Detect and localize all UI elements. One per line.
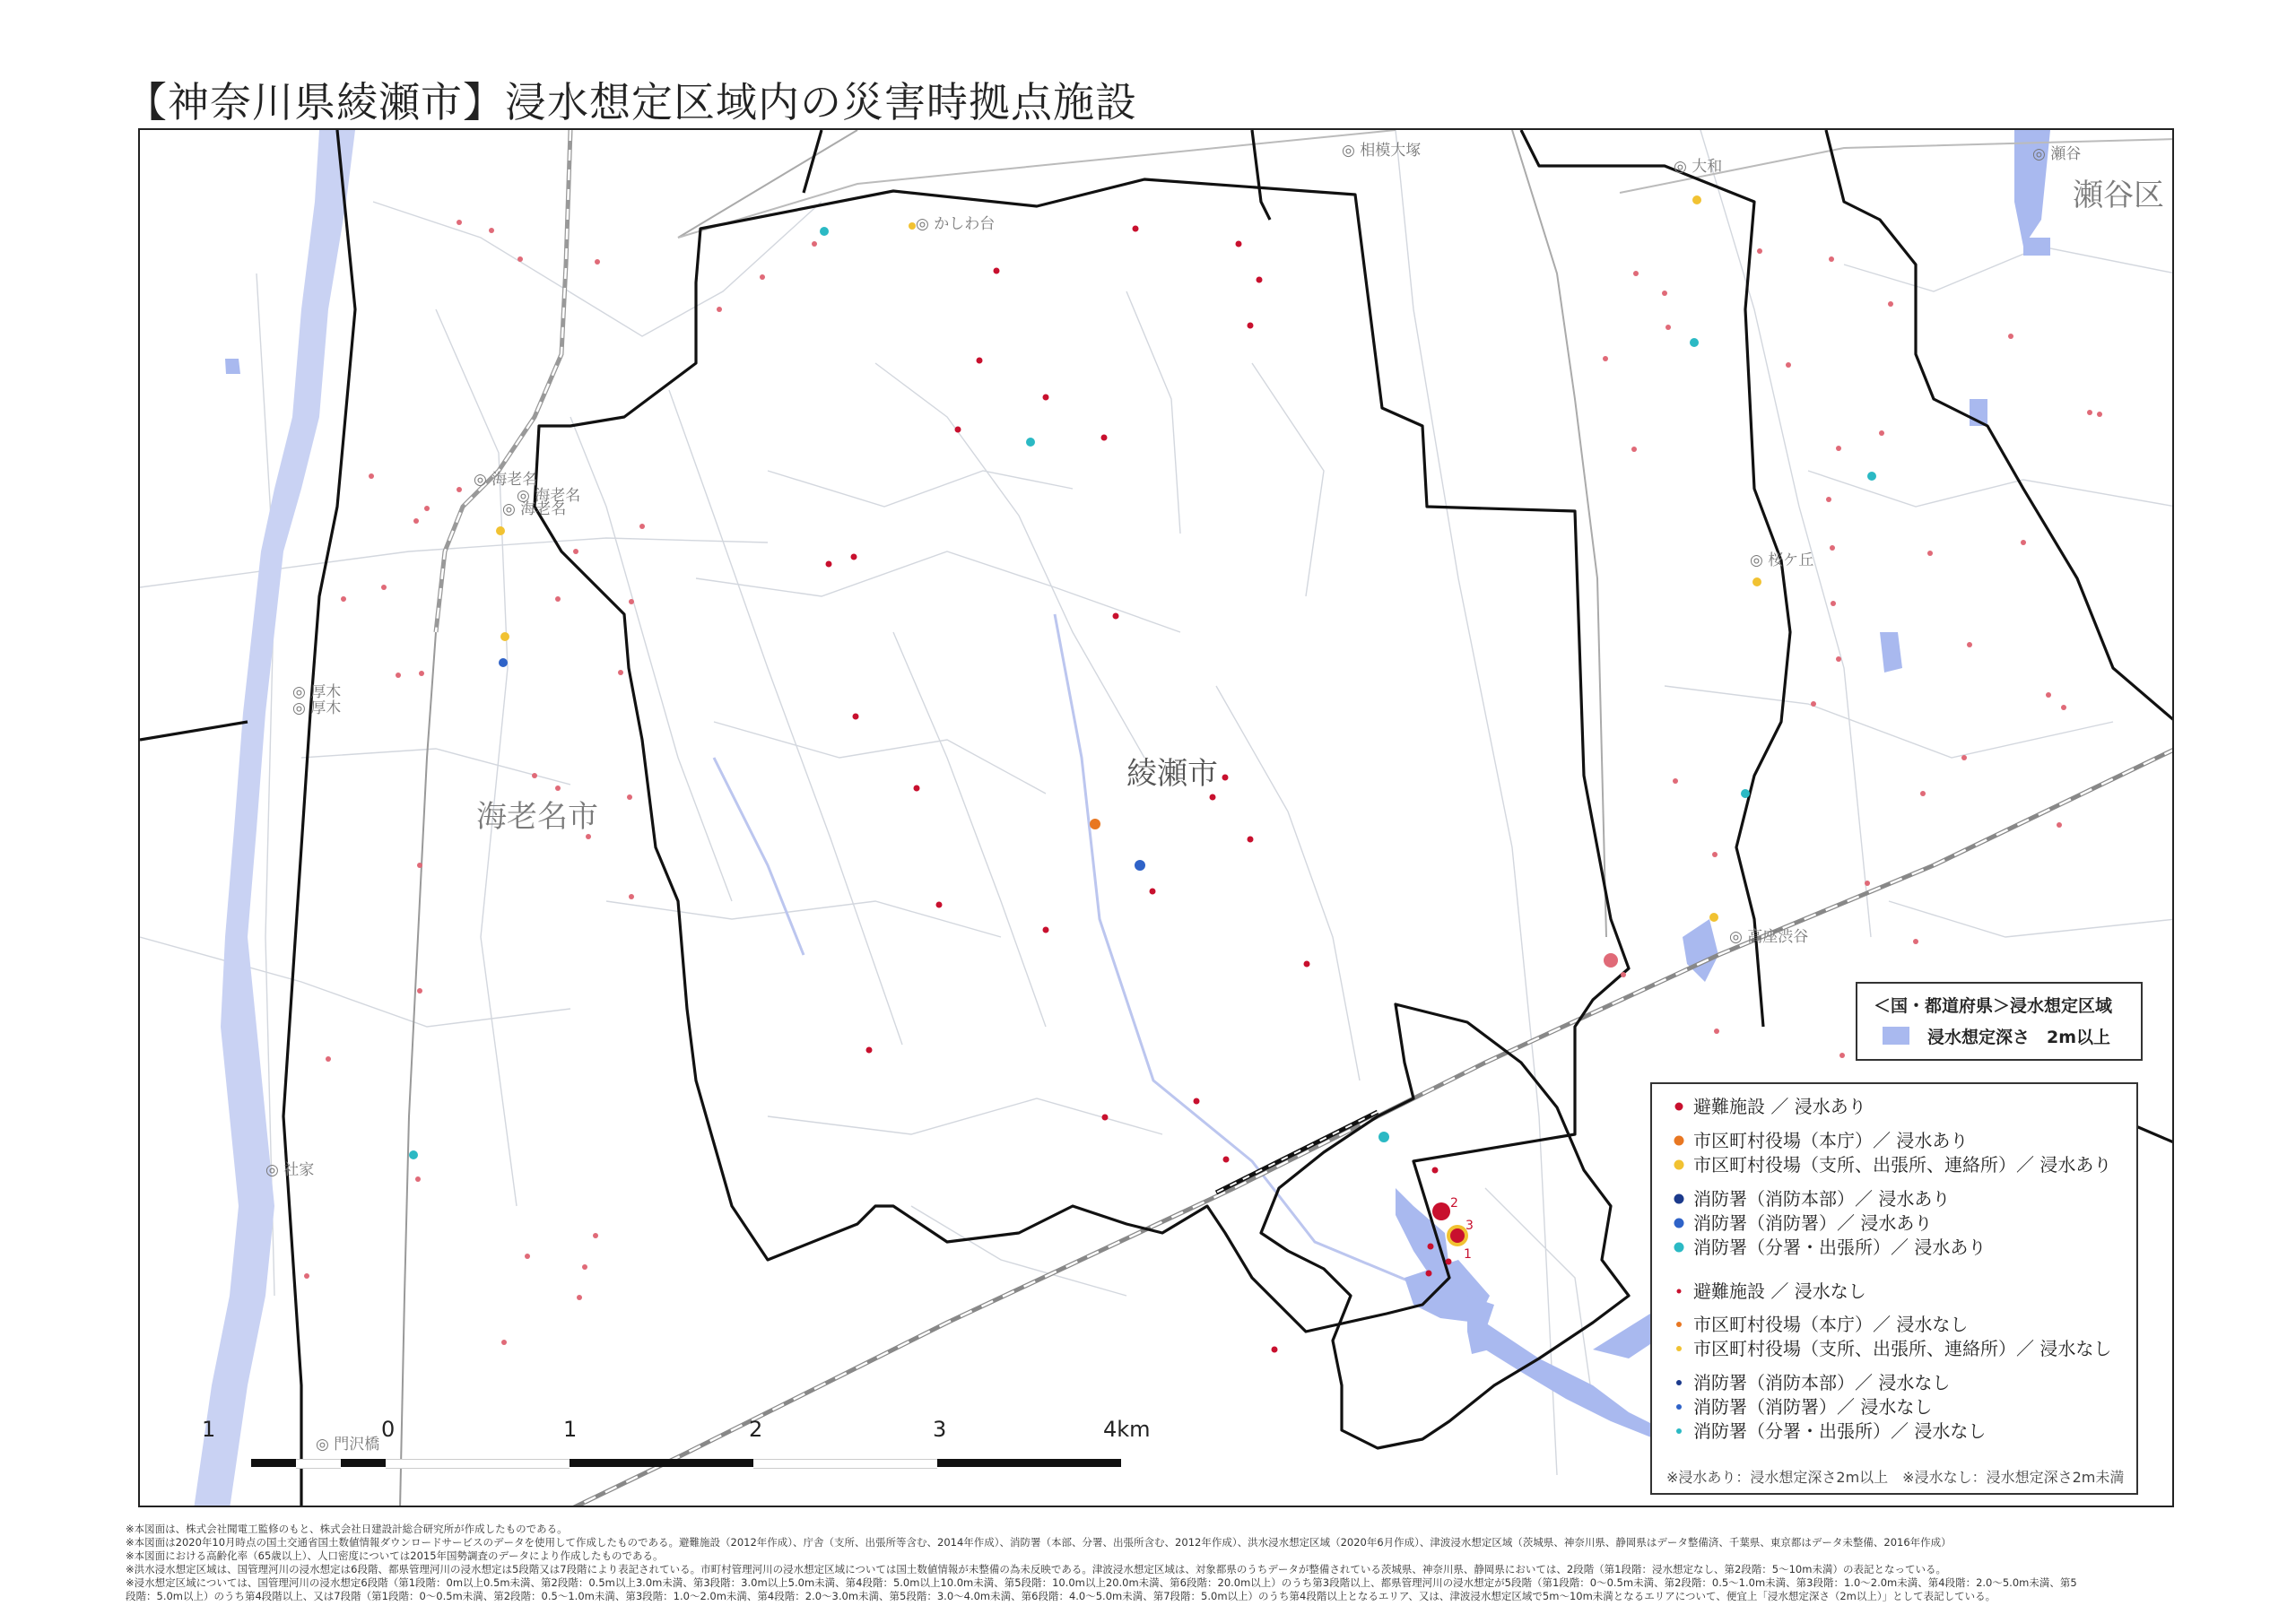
facility-point-evac_not[interactable]: [717, 307, 722, 312]
facility-point-fire_branch[interactable]: [820, 227, 829, 236]
facility-point-evac_flooded[interactable]: [1101, 435, 1108, 441]
facility-point-evac_flooded[interactable]: [1432, 1167, 1439, 1174]
facility-point-evac_not[interactable]: [1633, 271, 1639, 276]
facility-point-evac_not[interactable]: [381, 585, 387, 590]
footnote-line: 段階：5.0m以上）のうち第4段階以上、又は7段階（第1段階：0〜0.5m未満、第2段階：0.5〜1.0m未満、第3段階：1.0〜2.0m未満、第4段階：2.0〜3.0m未満、第5段階：3.0〜4.0m未満、第6段階：4.0〜5.0m未満、第7段階：5.0m以上）のうち第4段階以上となるエリア、又は、津波浸水想定区域で5m〜10m未満となるエリアについて、便宜上「浸水想定深さ（2m以上）」として表記している。: [126, 1590, 1996, 1602]
label-ayase: 綾瀬市: [1126, 756, 1218, 792]
facility-point-evac_not[interactable]: [1913, 939, 1918, 944]
station-seya: ◎ 瀬谷: [2032, 145, 2082, 163]
facility-point-evac_not[interactable]: [532, 773, 537, 778]
facility-point-evac_not[interactable]: [1604, 953, 1618, 968]
facility-point-evac_not[interactable]: [1961, 755, 1967, 760]
facility-point-evac_flooded[interactable]: [1133, 226, 1139, 232]
facility-point-evac_not[interactable]: [1826, 497, 1831, 502]
facility-point-evac_not[interactable]: [1830, 545, 1835, 551]
facility-point-evac_not[interactable]: [1927, 551, 1933, 556]
facility-point-evac_flooded[interactable]: [1428, 1244, 1434, 1250]
station-shake: ◎ 社家: [265, 1161, 315, 1179]
facility-point-evac_flooded[interactable]: [1223, 1157, 1230, 1163]
station-kozashibuya: ◎ 高座渋谷: [1729, 928, 1809, 946]
footnote-line: ※本図面における高齢化率（65歳以上）、人口密度については2015年国勢調査のデータにより作成したものである。: [126, 1549, 664, 1562]
facility-point-evac_not[interactable]: [413, 518, 419, 524]
facility-point-evac_not[interactable]: [457, 487, 462, 492]
facility-point-evac_not[interactable]: [1786, 362, 1791, 368]
scale-label-1: 1: [563, 1417, 578, 1442]
facility-point-evac_flooded[interactable]: [1272, 1347, 1278, 1353]
legend-dot: [1674, 1219, 1684, 1228]
facility-point-evac_flooded[interactable]: [1248, 323, 1254, 329]
facility-point-evac_not[interactable]: [760, 274, 765, 280]
facility-point-evac_not[interactable]: [501, 1340, 507, 1345]
legend-dot: [1674, 1160, 1684, 1170]
facility-point-evac_flooded[interactable]: [914, 785, 920, 792]
facility-point-fire_branch[interactable]: [409, 1150, 418, 1159]
facility-point-evac_flooded[interactable]: [1236, 241, 1242, 247]
facility-point-evac_not[interactable]: [1662, 291, 1667, 296]
scale-label-4km: 4km: [1103, 1417, 1151, 1442]
facility-point-evac_not[interactable]: [582, 1264, 587, 1270]
facility-point-evac_not[interactable]: [489, 228, 494, 233]
facility-point-evac_flooded[interactable]: [1194, 1098, 1200, 1105]
legend-dot: [1677, 1289, 1682, 1294]
facility-point-evac_not[interactable]: [417, 863, 422, 868]
facility-point-fire_branch[interactable]: [1690, 338, 1699, 347]
facility-point-evac_not[interactable]: [577, 1295, 582, 1300]
facility-point-evac_flooded[interactable]: [853, 714, 859, 720]
facility-point-evac_not[interactable]: [417, 988, 422, 994]
facility-point-evac_not[interactable]: [627, 794, 632, 800]
facility-point-evac_flooded[interactable]: [1113, 613, 1119, 620]
station-atsugi-2: ◎ 厚木: [292, 699, 342, 717]
scale-label-2: 2: [749, 1417, 763, 1442]
station-yamato: ◎ 大和: [1674, 158, 1723, 176]
facility-point-evac_flooded[interactable]: [1102, 1115, 1109, 1121]
facility-point-cityhall_branch[interactable]: [496, 526, 505, 535]
facility-point-evac_not[interactable]: [1829, 256, 1834, 262]
facility-point-evac_not[interactable]: [2046, 692, 2051, 698]
facility-point-evac_not[interactable]: [304, 1273, 309, 1279]
facility-point-evac_not[interactable]: [639, 524, 645, 529]
facility-point-evac_not[interactable]: [1665, 325, 1671, 330]
facility-point-evac_not[interactable]: [369, 473, 374, 479]
station-atsugi-1: ◎ 厚木: [292, 683, 342, 701]
facility-point-cityhall_branch[interactable]: [909, 222, 916, 230]
site-number-3: 3: [1465, 1219, 1474, 1233]
facility-point-evac_not[interactable]: [525, 1254, 530, 1259]
facility-point-fire_station[interactable]: [499, 658, 508, 667]
legend-dot: [1675, 1103, 1683, 1111]
legend-inundation-swatch: [1883, 1027, 1909, 1045]
legend-inundation-label: 浸水想定深さ 2m以上: [1927, 1028, 2111, 1047]
facility-point-evac_flooded[interactable]: [955, 427, 961, 433]
scale-seg: [251, 1459, 296, 1467]
facility-point-evac_flooded[interactable]: [1210, 794, 1216, 801]
facility-point-evac_not[interactable]: [396, 673, 401, 678]
legend-dot: [1676, 1404, 1682, 1410]
facility-point-evac_not[interactable]: [2057, 822, 2062, 828]
facility-point-evac_flooded[interactable]: [1257, 277, 1263, 283]
facility-point-evac_not[interactable]: [1757, 248, 1762, 254]
footnote-line: ※浸水想定区域については、国管理河川の浸水想定6段階（第1段階：0m以上0.5m未満、第2段階：0.5m以上3.0m未満、第3段階：3.0m以上5.0m未満、第4段階：5.0m以上10.0m未満、第5段階：10.0m以上20.0m未満、第6段階：20.0m以上）のうち第3段階以上、都県管理河川の浸水想定が5段階（第1段階：0〜0.5m未満、第2段階：0.5〜1.0m未満、第3段階：1.0〜2.0m未満、第4段階：2.0〜5.0m未満、第5: [126, 1576, 2077, 1589]
legend-dot: [1674, 1194, 1684, 1204]
facility-point-evac_not[interactable]: [595, 259, 600, 265]
facility-point-evac_not[interactable]: [2021, 540, 2026, 545]
site-number-1: 1: [1464, 1247, 1472, 1262]
facility-point-cityhall_branch[interactable]: [1752, 577, 1761, 586]
station-ebina-3: ◎ 海老名: [502, 500, 567, 518]
facility-point-evac_flooded[interactable]: [1043, 927, 1049, 933]
label-seya: 瀬谷区: [2073, 178, 2164, 213]
sagami-river: [194, 130, 355, 1507]
facility-point-fire_branch[interactable]: [1867, 472, 1876, 481]
facility-point-fire_branch[interactable]: [1378, 1132, 1389, 1142]
scale-seg: [753, 1459, 937, 1469]
legend-facilities: 避難施設 ／ 浸水あり 市区町村役場（本庁）／ 浸水あり 市区町村役場（支所、出張所、連絡所）／ 浸水あり 消防署（消防本部）／ 浸水あり 消防署（消防署）／ 浸水あり 消防署（分署・出張所）／ 浸水あり 避難施設 ／ 浸水なし 市区町村役場（本庁）／ 浸水なし 市区町村役場（支所、出張所、連絡所）／ 浸水なし 消防署（消防本部）／ 浸水なし 消防署（消防署）／ 浸水なし 消防署（分署・出張所）／ 浸水なし ※浸水あり：浸水想定深さ2m以上 ※浸水なし：浸水想定深さ2m未満: [1650, 1082, 2138, 1495]
station-kadosawabashi: ◎ 門沢橋: [316, 1436, 380, 1454]
facility-point-evac_not[interactable]: [1714, 1028, 1719, 1034]
facility-point-evac_not[interactable]: [2008, 334, 2013, 339]
station-ebina-1: ◎ 海老名: [474, 471, 538, 489]
legend-dot: [1674, 1136, 1684, 1146]
facility-point-evac_not[interactable]: [424, 506, 430, 511]
facility-point-evac_not[interactable]: [415, 1176, 421, 1182]
scale-label-3: 3: [933, 1417, 947, 1442]
facility-point-evac_not[interactable]: [1967, 642, 1972, 647]
facility-point-evac_flooded[interactable]: [1446, 1259, 1452, 1265]
site-number-2: 2: [1450, 1196, 1458, 1211]
facility-point-evac_not[interactable]: [517, 256, 523, 262]
scale-label-1-left: 1: [202, 1417, 216, 1442]
legend-inundation-header: ＜国・都道府県＞浸水想定区域: [1874, 996, 2113, 1016]
facility-point-fire_branch[interactable]: [1741, 789, 1750, 798]
facility-point-evac_not[interactable]: [1839, 1053, 1845, 1058]
facility-point-evac_flooded[interactable]: [936, 902, 943, 908]
facility-point-evac_not[interactable]: [1888, 301, 1893, 307]
facility-point-evac_flooded[interactable]: [851, 554, 857, 560]
scale-seg: [341, 1459, 386, 1467]
facility-point-evac_not[interactable]: [1836, 446, 1841, 451]
footnote-line: ※洪水浸水想定区域は、国管理河川の浸水想定は6段階、都県管理河川の浸水想定は5段階又は7段階により表記されている。市町村管理河川の浸水想定区域については国土数値情報が未整備の為未反映である。津波浸水想定区域は、対象都県のうちデータが整備されている茨城県、神奈川県、静岡県においては、2段階（第1段階：浸水想定なし、第2段階：5〜10m未満）の表記となっている。: [126, 1563, 1946, 1575]
facility-point-evac_not[interactable]: [573, 549, 578, 554]
facility-point-evac_flooded[interactable]: [826, 561, 832, 568]
facility-point-evac_not[interactable]: [2061, 705, 2066, 710]
scale-seg: [296, 1459, 341, 1469]
facility-point-evac_not[interactable]: [1879, 430, 1884, 436]
legend-dot: [1674, 1243, 1684, 1253]
station-sagamiotsuka: ◎ 相模大塚: [1342, 142, 1422, 160]
facility-point-evac_not[interactable]: [1621, 972, 1626, 977]
facility-point-evac_not[interactable]: [618, 670, 623, 675]
facility-point-evac_not[interactable]: [1865, 881, 1870, 886]
facility-point-evac_not[interactable]: [555, 785, 561, 791]
legend-dot: [1676, 1346, 1682, 1351]
facility-point-cityhall_main[interactable]: [1090, 819, 1100, 829]
facility-point-evac_not[interactable]: [326, 1056, 331, 1062]
scale-bar: [202, 1417, 1151, 1488]
facility-point-evac_not[interactable]: [1920, 791, 1926, 796]
facility-point-evac_not[interactable]: [2087, 410, 2092, 415]
station-sakuragaoka: ◎ 桜ケ丘: [1750, 551, 1814, 569]
facility-point-evac_not[interactable]: [1811, 701, 1816, 707]
facility-point-evac_not[interactable]: [593, 1233, 598, 1238]
facility-point-evac_flooded[interactable]: [977, 358, 983, 364]
facility-point-evac_flooded[interactable]: [1043, 395, 1049, 401]
facility-point-evac_not[interactable]: [1836, 656, 1841, 662]
footnote-line: ※本図面は2020年10月時点の国土交通省国土数値情報ダウンロードサービスのデータを使用して作成したものである。避難施設（2012年作成）、庁舎（支所、出張所等含む、2014年作成）、消防署（本部、分署、出張所含む、2012年作成）、洪水浸水想定区域（2020年6月作成）、津波浸水想定区域（茨城県、神奈川県、静岡県はデータ整備済、千葉県、東京都はデータ未整備、2016年作成）: [126, 1536, 1952, 1549]
legend-dot: [1676, 1322, 1682, 1327]
facility-point-evac_not[interactable]: [457, 220, 462, 225]
facility-point-evac_flooded[interactable]: [1150, 889, 1156, 895]
legend-dot: [1676, 1428, 1682, 1434]
facility-point-evac_not[interactable]: [812, 241, 817, 247]
facility-point-evac_not[interactable]: [2097, 412, 2102, 417]
facility-point-evac_not[interactable]: [341, 596, 346, 602]
facility-point-evac_flooded[interactable]: [994, 268, 1000, 274]
facility-point-evac_not[interactable]: [1831, 601, 1836, 606]
facility-point-fire_branch[interactable]: [1026, 438, 1035, 447]
map-title: 【神奈川県綾瀬市】浸水想定区域内の災害時拠点施設: [126, 78, 1137, 126]
site-marker-2[interactable]: [1432, 1202, 1450, 1220]
facility-point-evac_flooded[interactable]: [866, 1047, 873, 1054]
scale-seg: [570, 1459, 753, 1467]
footnote-line: ※本図面は、株式会社聞電工監修のもと、株式会社日建設計総合研究所が作成したものである。: [126, 1523, 568, 1535]
facility-point-evac_flooded[interactable]: [1304, 961, 1310, 968]
scale-seg: [937, 1459, 1121, 1467]
site-marker-3[interactable]: [1450, 1228, 1465, 1243]
facility-point-evac_not[interactable]: [629, 599, 634, 604]
facility-point-evac_not[interactable]: [1673, 778, 1678, 784]
facility-point-cityhall_branch[interactable]: [1709, 913, 1718, 922]
legend-inundation: [1856, 982, 2143, 1061]
facility-point-evac_not[interactable]: [1603, 356, 1608, 361]
facility-point-evac_flooded[interactable]: [1248, 837, 1254, 843]
station-ebina-2: ◎ 海老名: [517, 487, 581, 505]
facility-point-fire_station[interactable]: [1135, 860, 1145, 871]
facility-point-evac_not[interactable]: [1712, 852, 1718, 857]
label-ebina: 海老名市: [476, 799, 598, 835]
legend-dot: [1676, 1380, 1682, 1385]
facility-point-evac_flooded[interactable]: [1222, 775, 1229, 781]
footnotes: [126, 1523, 2188, 1603]
scale-label-0: 0: [381, 1417, 396, 1442]
scale-seg: [386, 1459, 570, 1469]
facility-point-evac_not[interactable]: [629, 894, 634, 899]
facility-point-evac_not[interactable]: [555, 596, 561, 602]
legend-note: ※浸水あり：浸水想定深さ2m以上 ※浸水なし：浸水想定深さ2m未満: [1666, 1469, 2125, 1486]
facility-point-cityhall_branch[interactable]: [500, 632, 509, 641]
facility-point-evac_flooded[interactable]: [1426, 1271, 1432, 1277]
station-kashiwadai: ◎ かしわ台: [916, 215, 996, 233]
facility-point-cityhall_branch[interactable]: [1692, 195, 1701, 204]
facility-point-evac_not[interactable]: [1631, 447, 1637, 452]
facility-point-evac_not[interactable]: [419, 671, 424, 676]
